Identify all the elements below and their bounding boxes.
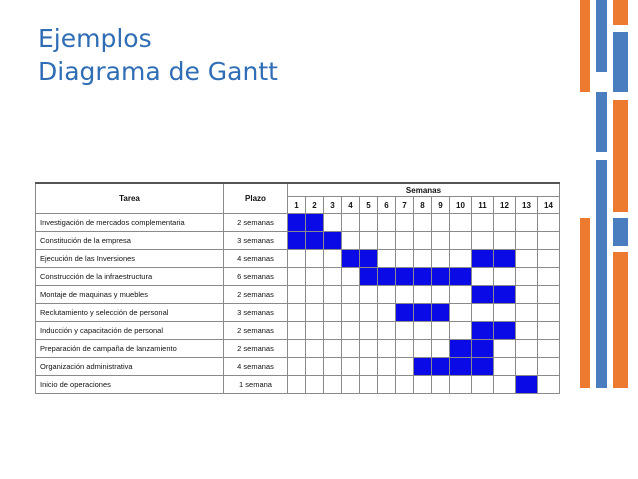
- gantt-empty-cell: [414, 376, 432, 394]
- gantt-bar-cell: [324, 232, 342, 250]
- gantt-empty-cell: [324, 214, 342, 232]
- task-term: 2 semanas: [224, 214, 288, 232]
- gantt-empty-cell: [306, 322, 324, 340]
- week-number-header: 8: [414, 197, 432, 214]
- gantt-empty-cell: [494, 358, 516, 376]
- gantt-empty-cell: [324, 376, 342, 394]
- gantt-empty-cell: [414, 286, 432, 304]
- gantt-empty-cell: [414, 232, 432, 250]
- gantt-empty-cell: [538, 268, 560, 286]
- gantt-empty-cell: [538, 250, 560, 268]
- gantt-empty-cell: [538, 376, 560, 394]
- task-row: [36, 232, 560, 250]
- gantt-empty-cell: [306, 340, 324, 358]
- gantt-empty-cell: [538, 232, 560, 250]
- gantt-bar-cell: [432, 304, 450, 322]
- gantt-bar-cell: [342, 250, 360, 268]
- gantt-empty-cell: [494, 304, 516, 322]
- gantt-empty-cell: [288, 376, 306, 394]
- gantt-empty-cell: [360, 286, 378, 304]
- gantt-empty-cell: [472, 232, 494, 250]
- gantt-empty-cell: [414, 250, 432, 268]
- gantt-bar-cell: [472, 322, 494, 340]
- gantt-empty-cell: [414, 340, 432, 358]
- gantt-empty-cell: [342, 376, 360, 394]
- gantt-empty-cell: [472, 304, 494, 322]
- gantt-empty-cell: [432, 322, 450, 340]
- gantt-empty-cell: [288, 322, 306, 340]
- gantt-empty-cell: [378, 286, 396, 304]
- gantt-empty-cell: [472, 268, 494, 286]
- gantt-bar-cell: [450, 340, 472, 358]
- slide-title: [38, 22, 278, 88]
- task-term: 6 semanas: [224, 268, 288, 286]
- gantt-empty-cell: [378, 340, 396, 358]
- gantt-empty-cell: [306, 358, 324, 376]
- gantt-empty-cell: [342, 286, 360, 304]
- gantt-bar-cell: [306, 232, 324, 250]
- gantt-empty-cell: [414, 322, 432, 340]
- gantt-empty-cell: [378, 232, 396, 250]
- task-row: [36, 286, 560, 304]
- decorative-stripe: [580, 218, 590, 388]
- gantt-empty-cell: [450, 214, 472, 232]
- gantt-empty-cell: [414, 214, 432, 232]
- gantt-bar-cell: [472, 340, 494, 358]
- gantt-empty-cell: [494, 268, 516, 286]
- week-number-header: 11: [472, 197, 494, 214]
- week-number-header: 1: [288, 197, 306, 214]
- gantt-empty-cell: [450, 304, 472, 322]
- gantt-bar-cell: [450, 358, 472, 376]
- gantt-empty-cell: [360, 304, 378, 322]
- week-number-header: 10: [450, 197, 472, 214]
- gantt-empty-cell: [342, 232, 360, 250]
- gantt-empty-cell: [450, 232, 472, 250]
- decorative-stripe: [613, 218, 628, 246]
- gantt-empty-cell: [342, 268, 360, 286]
- gantt-bar-cell: [494, 250, 516, 268]
- week-number-header: 6: [378, 197, 396, 214]
- gantt-empty-cell: [538, 304, 560, 322]
- gantt-empty-cell: [288, 304, 306, 322]
- task-name: Montaje de maquinas y muebles: [36, 286, 224, 304]
- gantt-empty-cell: [342, 340, 360, 358]
- gantt-empty-cell: [288, 250, 306, 268]
- gantt-bar-cell: [450, 268, 472, 286]
- gantt-empty-cell: [288, 268, 306, 286]
- gantt-empty-cell: [472, 376, 494, 394]
- gantt-empty-cell: [494, 232, 516, 250]
- decorative-stripe: [596, 0, 607, 72]
- gantt-empty-cell: [378, 322, 396, 340]
- gantt-bar-cell: [472, 250, 494, 268]
- task-name: Constitución de la empresa: [36, 232, 224, 250]
- title-line-2: Diagrama de Gantt: [38, 57, 278, 86]
- gantt-empty-cell: [494, 376, 516, 394]
- task-name: Construcción de la infraestructura: [36, 268, 224, 286]
- gantt-empty-cell: [538, 286, 560, 304]
- task-name: Ejecución de las Inversiones: [36, 250, 224, 268]
- gantt-bar-cell: [414, 304, 432, 322]
- decorative-stripe: [596, 92, 607, 152]
- gantt-empty-cell: [396, 250, 414, 268]
- decorative-stripe: [613, 100, 628, 212]
- task-row: [36, 340, 560, 358]
- gantt-empty-cell: [432, 376, 450, 394]
- gantt-empty-cell: [306, 304, 324, 322]
- gantt-empty-cell: [516, 268, 538, 286]
- gantt-empty-cell: [324, 286, 342, 304]
- gantt-empty-cell: [516, 322, 538, 340]
- gantt-empty-cell: [450, 250, 472, 268]
- gantt-bar-cell: [516, 376, 538, 394]
- gantt-empty-cell: [306, 286, 324, 304]
- gantt-empty-cell: [538, 214, 560, 232]
- gantt-empty-cell: [396, 340, 414, 358]
- gantt-empty-cell: [516, 232, 538, 250]
- task-term: 1 semana: [224, 376, 288, 394]
- gantt-empty-cell: [342, 358, 360, 376]
- task-term: 3 semanas: [224, 232, 288, 250]
- gantt-empty-cell: [516, 286, 538, 304]
- gantt-empty-cell: [342, 304, 360, 322]
- gantt-bar-cell: [414, 268, 432, 286]
- gantt-bar-cell: [432, 268, 450, 286]
- gantt-empty-cell: [324, 322, 342, 340]
- gantt-empty-cell: [288, 358, 306, 376]
- task-term: 3 semanas: [224, 304, 288, 322]
- gantt-empty-cell: [324, 358, 342, 376]
- gantt-empty-cell: [378, 304, 396, 322]
- gantt-empty-cell: [494, 340, 516, 358]
- title-line-1: Ejemplos: [38, 24, 152, 53]
- gantt-empty-cell: [538, 322, 560, 340]
- task-term: 2 semanas: [224, 340, 288, 358]
- gantt-bar-cell: [360, 250, 378, 268]
- gantt-empty-cell: [472, 214, 494, 232]
- week-number-header: 9: [432, 197, 450, 214]
- gantt-empty-cell: [360, 232, 378, 250]
- gantt-empty-cell: [396, 286, 414, 304]
- gantt-empty-cell: [306, 268, 324, 286]
- gantt-empty-cell: [396, 214, 414, 232]
- task-column-header: Tarea: [36, 183, 224, 214]
- week-number-header: 12: [494, 197, 516, 214]
- task-row: [36, 268, 560, 286]
- gantt-bar-cell: [414, 358, 432, 376]
- decorative-stripe: [596, 160, 607, 388]
- task-row: [36, 376, 560, 394]
- gantt-bar-cell: [360, 268, 378, 286]
- gantt-empty-cell: [288, 340, 306, 358]
- task-row: [36, 322, 560, 340]
- gantt-empty-cell: [378, 358, 396, 376]
- gantt-empty-cell: [494, 214, 516, 232]
- task-name: Inicio de operaciones: [36, 376, 224, 394]
- gantt-empty-cell: [324, 268, 342, 286]
- gantt-empty-cell: [432, 286, 450, 304]
- gantt-empty-cell: [432, 232, 450, 250]
- gantt-empty-cell: [378, 376, 396, 394]
- gantt-bar-cell: [432, 358, 450, 376]
- week-number-header: 5: [360, 197, 378, 214]
- task-row: [36, 358, 560, 376]
- gantt-empty-cell: [360, 214, 378, 232]
- decorative-stripe: [613, 0, 628, 25]
- task-term: 2 semanas: [224, 286, 288, 304]
- task-name: Preparación de campaña de lanzamiento: [36, 340, 224, 358]
- gantt-empty-cell: [288, 286, 306, 304]
- gantt-empty-cell: [538, 358, 560, 376]
- gantt-empty-cell: [378, 214, 396, 232]
- task-row: [36, 214, 560, 232]
- gantt-chart: [35, 182, 560, 394]
- gantt-bar-cell: [494, 322, 516, 340]
- decorative-stripe: [613, 32, 628, 92]
- gantt-empty-cell: [360, 358, 378, 376]
- task-name: Inducción y capacitación de personal: [36, 322, 224, 340]
- gantt-empty-cell: [432, 340, 450, 358]
- gantt-bar-cell: [378, 268, 396, 286]
- gantt-bar-cell: [494, 286, 516, 304]
- week-number-header: 4: [342, 197, 360, 214]
- gantt-empty-cell: [516, 214, 538, 232]
- gantt-empty-cell: [432, 214, 450, 232]
- gantt-empty-cell: [450, 286, 472, 304]
- gantt-empty-cell: [324, 340, 342, 358]
- task-term: 2 semanas: [224, 322, 288, 340]
- gantt-bar-cell: [306, 214, 324, 232]
- decorative-stripe: [580, 0, 590, 92]
- gantt-empty-cell: [342, 322, 360, 340]
- week-number-header: 3: [324, 197, 342, 214]
- gantt-empty-cell: [396, 322, 414, 340]
- gantt-empty-cell: [378, 250, 396, 268]
- gantt-bar-cell: [472, 358, 494, 376]
- gantt-empty-cell: [360, 322, 378, 340]
- gantt-empty-cell: [306, 376, 324, 394]
- task-row: [36, 250, 560, 268]
- gantt-empty-cell: [396, 376, 414, 394]
- weeks-header: Semanas: [288, 183, 560, 197]
- week-number-header: 14: [538, 197, 560, 214]
- gantt-empty-cell: [432, 250, 450, 268]
- task-name: Investigación de mercados complementaria: [36, 214, 224, 232]
- gantt-empty-cell: [516, 304, 538, 322]
- term-column-header: Plazo: [224, 183, 288, 214]
- gantt-body: [36, 214, 560, 394]
- gantt-empty-cell: [306, 250, 324, 268]
- week-number-header: 2: [306, 197, 324, 214]
- gantt-empty-cell: [516, 250, 538, 268]
- task-name: Reclutamiento y selección de personal: [36, 304, 224, 322]
- gantt-empty-cell: [450, 376, 472, 394]
- gantt-empty-cell: [324, 250, 342, 268]
- gantt-bar-cell: [288, 214, 306, 232]
- gantt-empty-cell: [324, 304, 342, 322]
- gantt-empty-cell: [538, 340, 560, 358]
- gantt-empty-cell: [516, 358, 538, 376]
- gantt-empty-cell: [342, 214, 360, 232]
- task-name: Organización administrativa: [36, 358, 224, 376]
- gantt-bar-cell: [288, 232, 306, 250]
- gantt-empty-cell: [360, 340, 378, 358]
- gantt-empty-cell: [516, 340, 538, 358]
- gantt-empty-cell: [396, 358, 414, 376]
- gantt-empty-cell: [396, 232, 414, 250]
- gantt-bar-cell: [396, 304, 414, 322]
- gantt-empty-cell: [360, 376, 378, 394]
- gantt-bar-cell: [396, 268, 414, 286]
- week-number-header: 13: [516, 197, 538, 214]
- gantt-bar-cell: [472, 286, 494, 304]
- gantt-empty-cell: [450, 322, 472, 340]
- task-term: 4 semanas: [224, 358, 288, 376]
- task-term: 4 semanas: [224, 250, 288, 268]
- task-row: [36, 304, 560, 322]
- week-number-header: 7: [396, 197, 414, 214]
- decorative-stripe: [613, 252, 628, 388]
